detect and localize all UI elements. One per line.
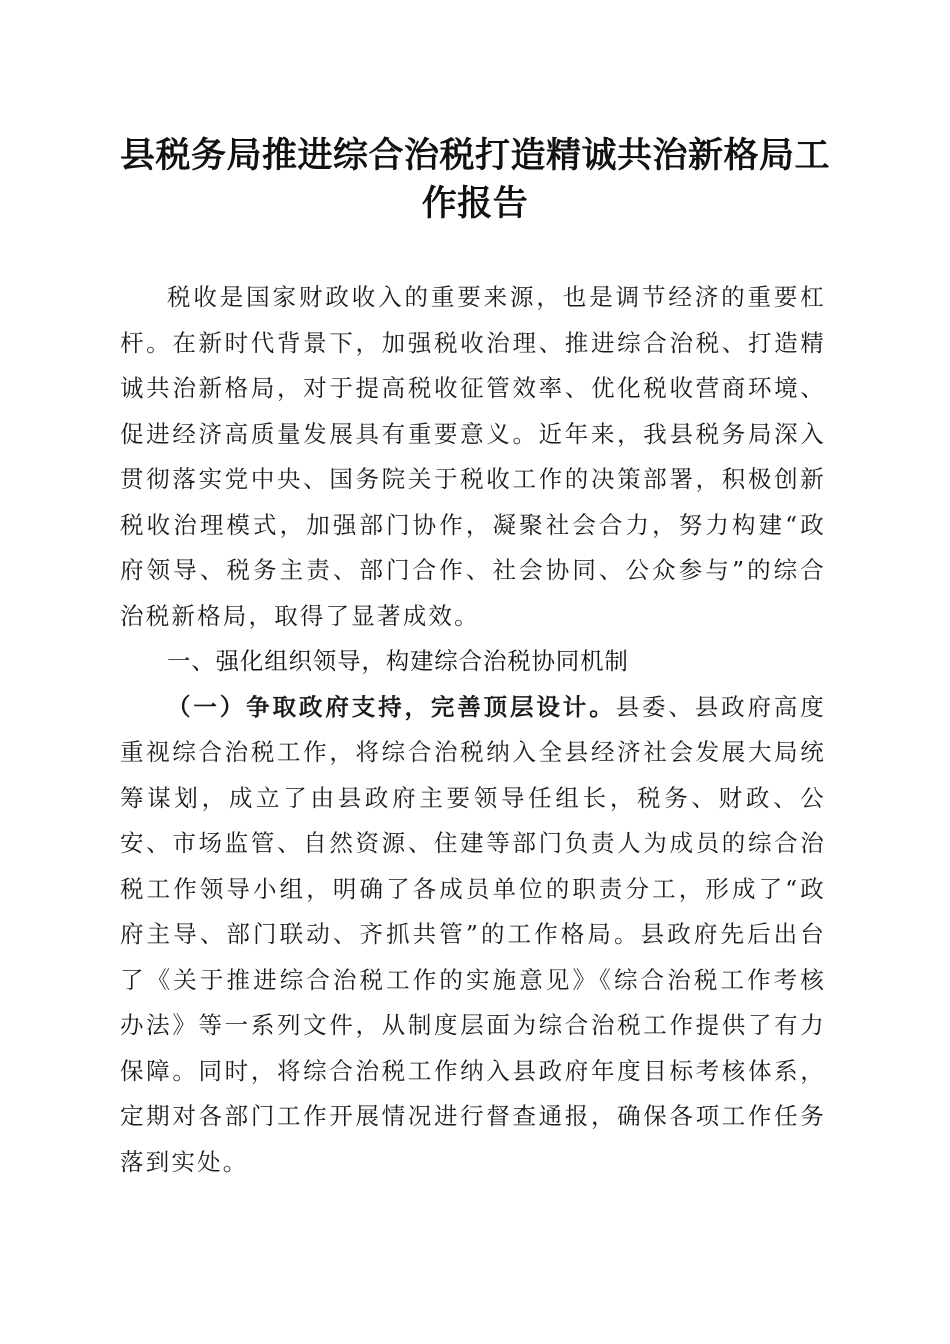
section-heading-1: 一、强化组织领导，构建综合治税协同机制 (167, 647, 629, 675)
document-body (120, 275, 826, 1185)
subsection-paragraph-1 (120, 685, 826, 1186)
document-title: 县税务局推进综合治税打造精诚共治新格局工作报告 (119, 135, 830, 224)
subsection-body: 县委、县政府高度重视综合治税工作，将综合治税纳入全县经济社会发展大局统筹谋划，成立了由县政府主要领导任组长，税务、财政、公安、市场监管、自然资源、住建等部门负责人为成员的综合治税工作领导小组，明确了各成员单位的职责分工，形成了“政府主导、部门联动、齐抓共管”的工作格局。县政府先后出台了《关于推进综合治税工作的实施意见》《综合治税工作考核办法》等一系列文件，从制度层面为综合治税工作提供了有力保障。同时，将综合治税工作纳入县政府年度目标考核体系，定期对各部门工作开展情况进行督查通报，确保各项工作任务落到实处。 (120, 692, 826, 1176)
subsection-lead: （一）争取政府支持，完善顶层设计。 (167, 692, 616, 721)
intro-paragraph: 税收是国家财政收入的重要来源，也是调节经济的重要杠杆。在新时代背景下，加强税收治理、推进综合治税、打造精诚共治新格局，对于提高税收征管效率、优化税收营商环境、促进经济高质量发展具有重要意义。近年来，我县税务局深入贯彻落实党中央、国务院关于税收工作的决策部署，积极创新税收治理模式，加强部门协作，凝聚社会合力，努力构建“政府领导、税务主责、部门合作、社会协同、公众参与”的综合治税新格局，取得了显著成效。 (120, 283, 826, 630)
